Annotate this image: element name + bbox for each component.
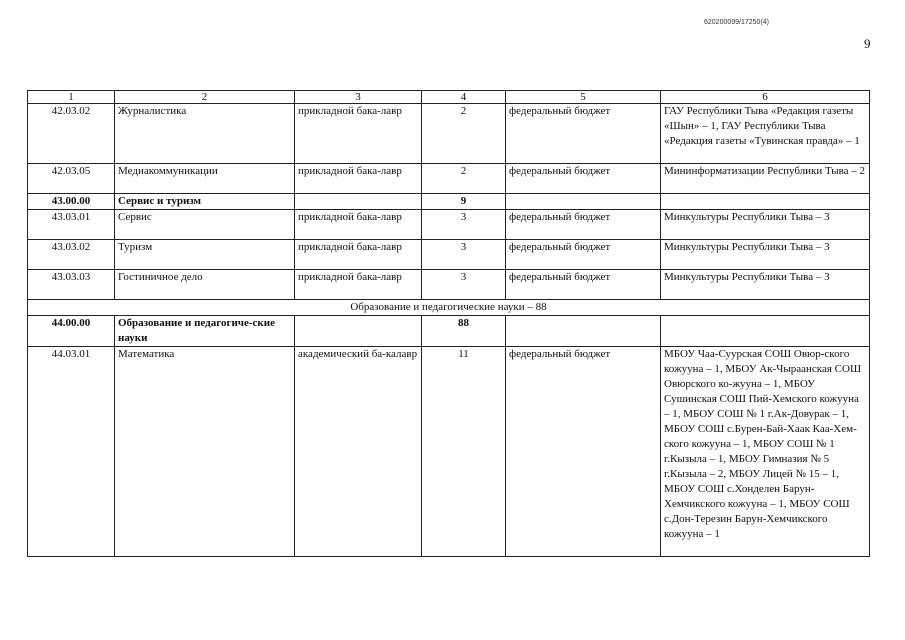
header-cell: 3 [295, 91, 422, 104]
table-row-group [28, 316, 870, 347]
name-cell: Журналистика [115, 104, 295, 164]
section-row [28, 300, 870, 316]
document-id: 620200099/17250(4) [704, 19, 770, 26]
count-cell: 9 [422, 194, 506, 210]
table-row-group [28, 194, 870, 210]
budget-cell: федеральный бюджет [506, 240, 661, 270]
budget-cell [506, 194, 661, 210]
orgs-cell: МБОУ Чаа-Суурская СОШ Овюр-ского кожууна – 1, МБОУ Ак-Чыраанская СОШ Овюрского ко-жууна – 1, МБОУ Сушинская СОШ Пий-Хемского кожууна – 1, МБОУ СОШ № 1 г.Ак-Довурак – 1, МБОУ СОШ с.Бурен-Бай-Хаак Каа-Хем-ского кожууна – 1, МБОУ СОШ № 1 г.Кызыла – 1, МБОУ Гимназия № 5 г.Кызыла – 2, МБОУ Лицей № 15 – 1, МБОУ СОШ с.Хонделен Барун-Хемчикского кожууна – 1, МБОУ СОШ с.Дон-Терезин Барун-Хемчикского кожууна – 1 [661, 347, 870, 557]
budget-cell: федеральный бюджет [506, 210, 661, 240]
name-cell: Сервис и туризм [115, 194, 295, 210]
table-row [28, 210, 870, 240]
count-cell: 2 [422, 164, 506, 194]
table-row [28, 104, 870, 164]
level-cell: прикладной бака-лавр [295, 210, 422, 240]
table-row [28, 347, 870, 557]
orgs-cell: Минкультуры Республики Тыва – 3 [661, 270, 870, 300]
count-cell: 3 [422, 270, 506, 300]
table-row [28, 164, 870, 194]
level-cell: прикладной бака-лавр [295, 270, 422, 300]
table-row [28, 270, 870, 300]
header-cell: 1 [28, 91, 115, 104]
code-cell: 44.03.01 [28, 347, 115, 557]
page-number: 9 [864, 36, 871, 51]
count-cell: 2 [422, 104, 506, 164]
name-cell: Туризм [115, 240, 295, 270]
section-heading: Образование и педагогические науки – 88 [28, 300, 870, 316]
level-cell: прикладной бака-лавр [295, 104, 422, 164]
budget-cell: федеральный бюджет [506, 104, 661, 164]
level-cell [295, 194, 422, 210]
code-cell: 42.03.02 [28, 104, 115, 164]
header-cell: 2 [115, 91, 295, 104]
code-cell: 44.00.00 [28, 316, 115, 347]
allocation-table [27, 90, 870, 557]
code-cell: 43.03.01 [28, 210, 115, 240]
count-cell: 3 [422, 240, 506, 270]
name-cell: Гостиничное дело [115, 270, 295, 300]
count-cell: 88 [422, 316, 506, 347]
level-cell: прикладной бака-лавр [295, 240, 422, 270]
name-cell: Медиакоммуникации [115, 164, 295, 194]
header-cell: 6 [661, 91, 870, 104]
name-cell: Сервис [115, 210, 295, 240]
orgs-cell: Минкультуры Республики Тыва – 3 [661, 210, 870, 240]
orgs-cell [661, 316, 870, 347]
code-cell: 43.03.03 [28, 270, 115, 300]
level-cell: академический ба-калавр [295, 347, 422, 557]
name-cell: Математика [115, 347, 295, 557]
count-cell: 3 [422, 210, 506, 240]
level-cell: прикладной бака-лавр [295, 164, 422, 194]
code-cell: 42.03.05 [28, 164, 115, 194]
count-cell: 11 [422, 347, 506, 557]
budget-cell [506, 316, 661, 347]
header-cell: 4 [422, 91, 506, 104]
header-cell: 5 [506, 91, 661, 104]
orgs-cell: ГАУ Республики Тыва «Редакция газеты «Шын» – 1, ГАУ Республики Тыва «Редакция газеты «Тувинская правда» – 1 [661, 104, 870, 164]
budget-cell: федеральный бюджет [506, 347, 661, 557]
budget-cell: федеральный бюджет [506, 270, 661, 300]
name-cell: Образование и педагогиче-ские науки [115, 316, 295, 347]
orgs-cell [661, 194, 870, 210]
level-cell [295, 316, 422, 347]
table-header-row [28, 91, 870, 104]
orgs-cell: Мининформатизации Республики Тыва – 2 [661, 164, 870, 194]
code-cell: 43.00.00 [28, 194, 115, 210]
code-cell: 43.03.02 [28, 240, 115, 270]
table-row [28, 240, 870, 270]
orgs-cell: Минкультуры Республики Тыва – 3 [661, 240, 870, 270]
budget-cell: федеральный бюджет [506, 164, 661, 194]
